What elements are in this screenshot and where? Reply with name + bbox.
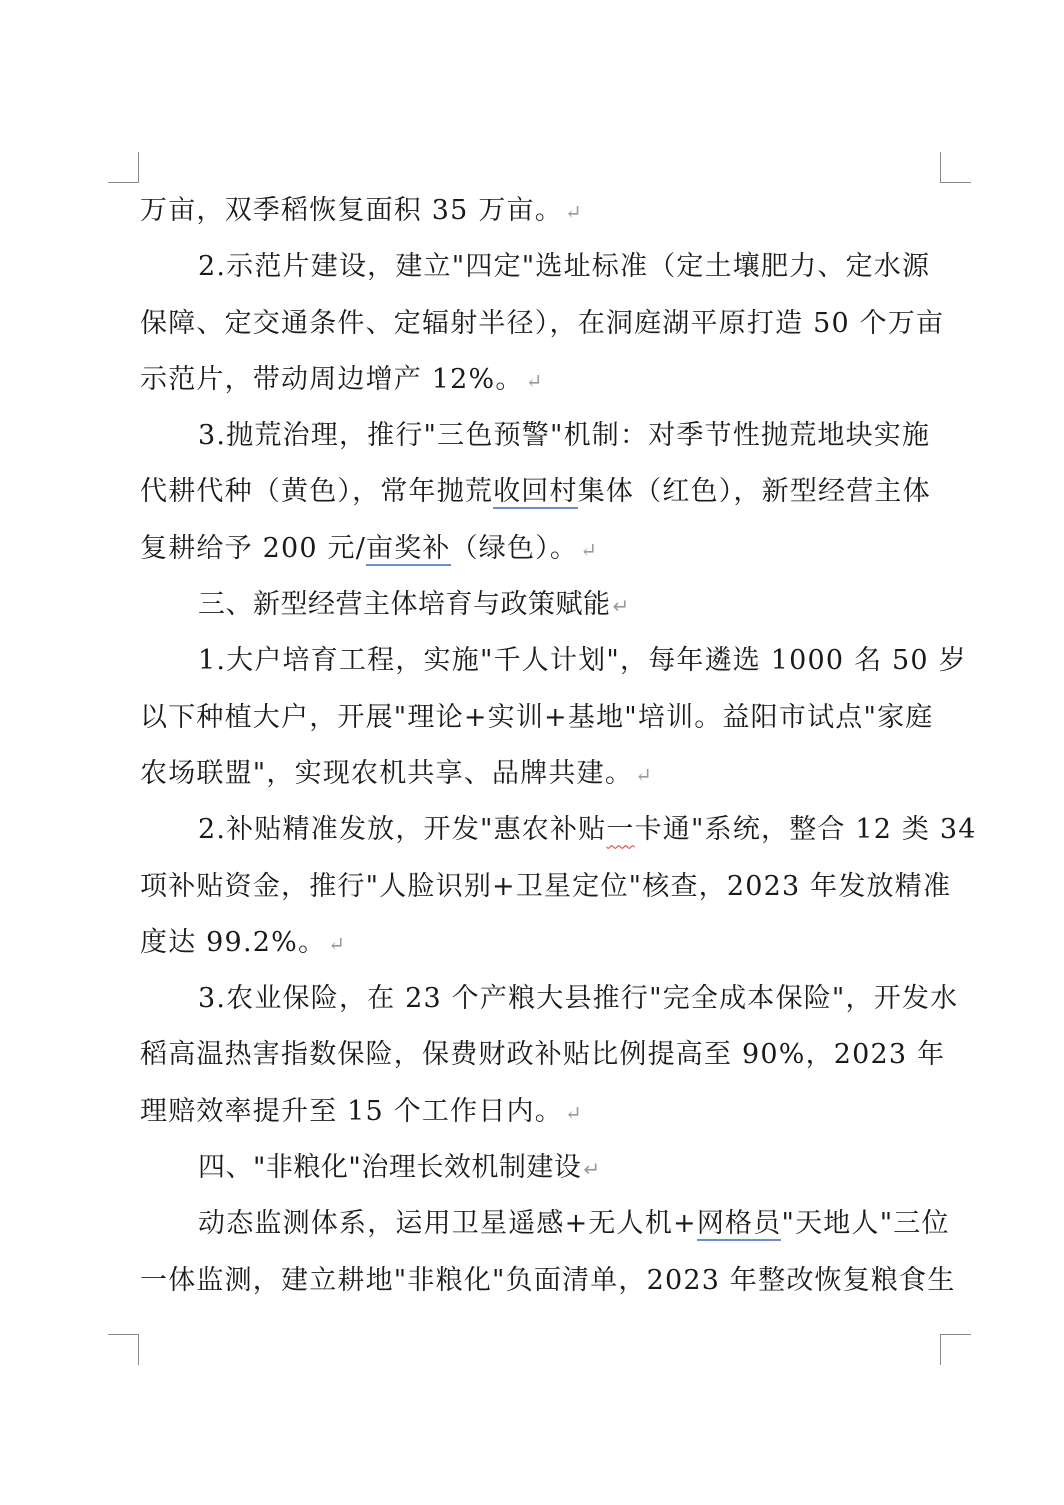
paragraph-mark-icon: ↵ [564, 1100, 583, 1125]
section-heading-4: 四、"非粮化"治理长效机制建设 ↵ [198, 1152, 601, 1184]
grammar-underline[interactable]: 网格员 [696, 1208, 782, 1240]
paragraph-4: 1.大户培育工程，实施"千人计划"，每年遴选 1000 名 50 岁 以下种植大户，开展"理论+实训+基地"培训。益阳市试点"家庭 农场联盟"，实现农机共享、品牌共建。 ↵ [140, 645, 967, 789]
paragraph-mark-icon: ↵ [580, 537, 599, 562]
paragraph-1: 万亩，双季稻恢复面积 35 万亩。 ↵ [140, 195, 583, 226]
document-body[interactable] [140, 183, 977, 1309]
paragraph-mark-icon: ↵ [612, 594, 630, 619]
paragraph-mark-icon: ↵ [328, 931, 347, 956]
paragraph-3: 3.抛荒治理，推行"三色预警"机制：对季节性抛荒地块实施 代耕代种（黄色），常年抛荒收回村集体（红色），新型经营主体 复耕给予 200 元/亩奖补（绿色）。 ↵ [140, 420, 931, 564]
paragraph-7: 动态监测体系，运用卫星遥感+无人机+网格员"天地人"三位 一体监测，建立耕地"非粮化"负面清单，2023 年整改恢复粮食生 [140, 1208, 956, 1296]
paragraph-mark-icon: ↵ [635, 762, 653, 787]
spelling-underline[interactable]: 一 [606, 814, 635, 846]
bottom-left-crop-mark [108, 1334, 139, 1365]
bottom-right-crop-mark [940, 1334, 971, 1365]
section-heading-3: 三、新型经营主体培育与政策赋能 ↵ [198, 589, 630, 621]
paragraph-mark-icon: ↵ [525, 368, 544, 393]
paragraph-mark-icon: ↵ [564, 200, 583, 224]
paragraph-6: 3.农业保险，在 23 个产粮大县推行"完全成本保险"，开发水 稻高温热害指数保险，保费财政补贴比例提高至 90%，2023 年 理赔效率提升至 15 个工作日内。 ↵ [140, 983, 959, 1127]
paragraph-5: 2.补贴精准发放，开发"惠农补贴一卡通"系统，整合 12 类 34 项补贴资金，推行"人脸识别+卫星定位"核查，2023 年发放精准 度达 99.2%。 ↵ [140, 814, 977, 958]
paragraph-mark-icon: ↵ [583, 1157, 601, 1182]
top-left-crop-mark [108, 152, 139, 183]
top-right-crop-mark [940, 152, 971, 183]
grammar-underline[interactable]: 收回村 [493, 476, 578, 508]
grammar-underline[interactable]: 亩奖补 [366, 532, 451, 564]
paragraph-2: 2.示范片建设，建立"四定"选址标准（定土壤肥力、定水源 保障、定交通条件、定辐射半径），在洞庭湖平原打造 50 个万亩 示范片，带动周边增产 12%。 ↵ [140, 251, 945, 395]
